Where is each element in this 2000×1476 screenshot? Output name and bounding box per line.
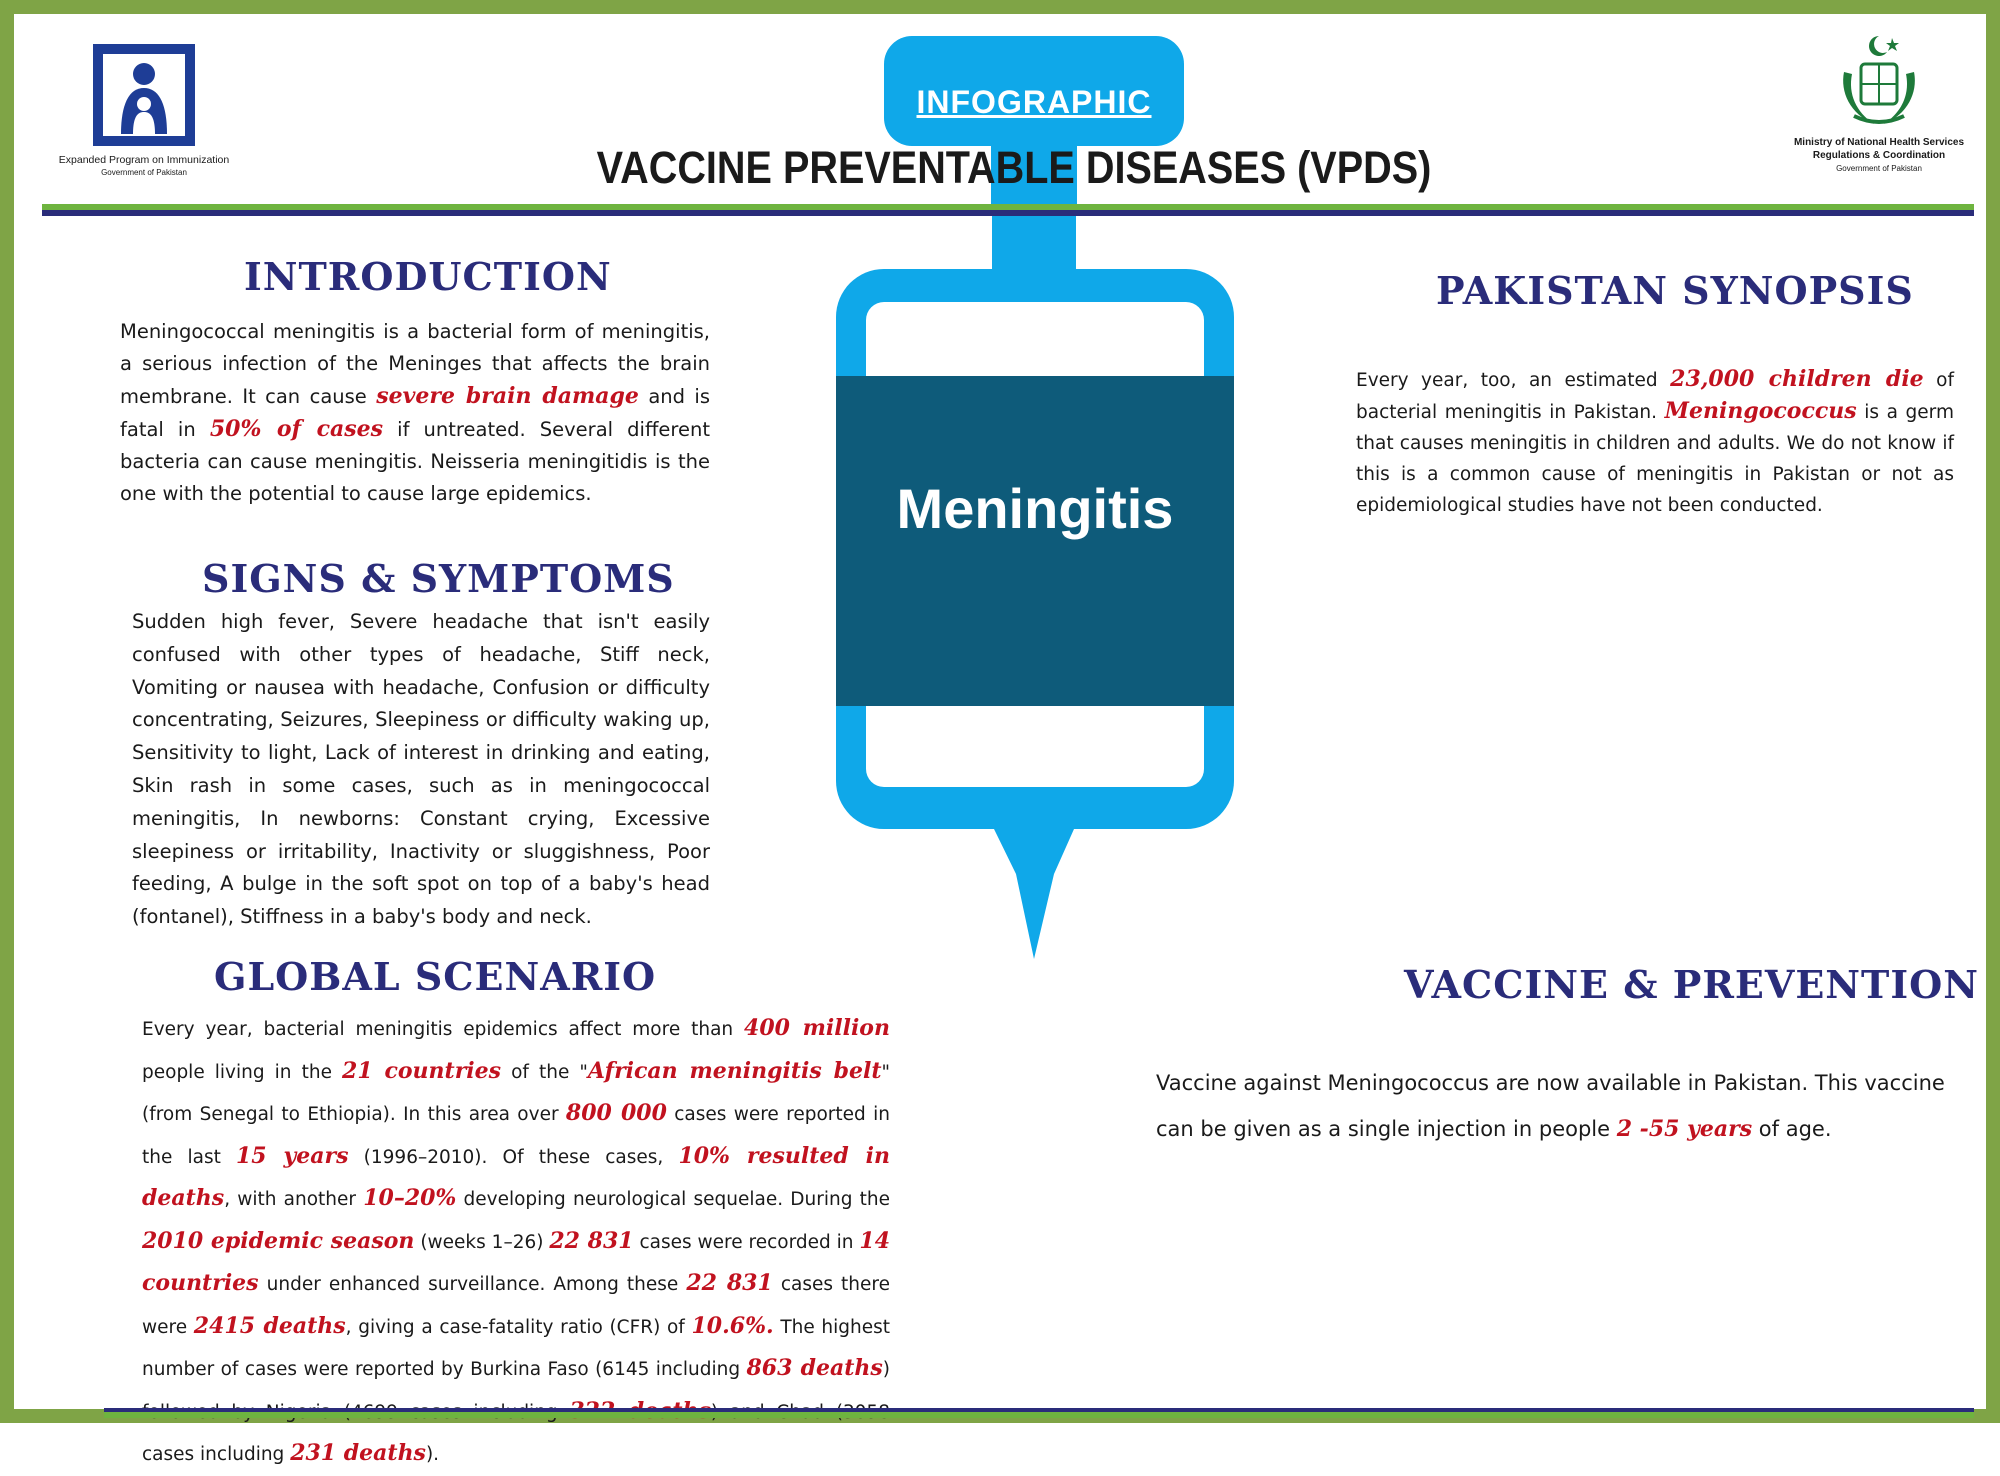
disease-title: Meningitis	[896, 477, 1174, 540]
syringe-label-band	[836, 376, 1234, 706]
global-text: Every year, bacterial meningitis epidemics affect more than 400 million people living in the 21 countries of the "African meningitis belt" (from Senegal to Ethiopia). In this area over 800 000 cases were reported in the last 15 years (1996–2010). Of these cases, 10% resulted in deaths, with another 10–20% developing neurological sequelae. During the 2010 epidemic season (weeks 1–26) 22 831 cases were recorded in 14 countries under enhanced surveillance. Among these 22 831 cases there were 2415 deaths, giving a case-fatality ratio (CFR) of 10.6%. The highest number of cases were reported by Burkina Faso (6145 including 863 deaths) cases including 231 deaths).	[142, 1015, 891, 1466]
epi-subcaption: Government of Pakistan	[101, 168, 187, 177]
highlight-fatality-rate: 50% of cases	[209, 416, 384, 442]
epi-emblem-icon	[93, 44, 195, 146]
pakistan-heading: PAKISTAN SYNOPSIS	[1436, 268, 1914, 313]
infographic-label: INFOGRAPHIC	[916, 84, 1152, 120]
signs-heading: SIGNS & SYMPTOMS	[202, 556, 675, 601]
bottom-divider	[104, 1408, 1974, 1418]
page-title: VACCINE PREVENTABLE DISEASES (VPDS)	[596, 142, 1432, 193]
ministry-caption-line1: Ministry of National Health Services	[1793, 137, 1965, 148]
vaccine-heading: VACCINE & PREVENTION	[1404, 962, 1979, 1007]
top-divider	[42, 204, 1974, 216]
syringe-needle-icon	[994, 829, 1074, 959]
vaccine-text: Vaccine against Meningococcus are now available in Pakistan. This vaccine can be given as a single injection in people 2 -55 years of age.	[1156, 1071, 1945, 1142]
highlight-age-range: 2 -55 years	[1616, 1116, 1753, 1142]
state-emblem-icon	[1834, 32, 1924, 132]
ministry-subcaption: Government of Pakistan	[1836, 164, 1922, 173]
ministry-caption-line2: Regulations & Coordination	[1812, 150, 1946, 161]
highlight-meningococcus: Meningococcus	[1664, 398, 1857, 424]
pakistan-text: Every year, too, an estimated 23,000 children die of bacterial meningitis in Pakistan. Meningococcus is a germ that causes meningitis in children and adults. We do not know if this is a common cause of meningitis in Pakistan or not as epidemiological studies have not been conducted.	[1356, 366, 1954, 516]
introduction-text: Meningococcal meningitis is a bacterial form of meningitis, a serious infection of the Meninges that affects the brain membrane. It can cause severe brain damage and is fatal in 50% of cases if untreated. Several different bacteria can cause meningitis. Neisseria meningitidis is the one with the potential to cause large epidemics.	[120, 320, 711, 505]
highlight-brain-damage: severe brain damage	[376, 383, 639, 409]
highlight-children-die: 23,000 children die	[1670, 366, 1924, 392]
epi-caption: Expanded Program on Immunization	[58, 154, 230, 166]
signs-text: Sudden high fever, Severe headache that isn't easily confused with other types of headache, Stiff neck, Vomiting or nausea with headache, Confusion or difficulty concentrating, Seizures, Sleepiness or difficulty waking up, Sensitivity to light, Lack of interest in drinking and eating, Skin rash in some cases, such as in meningococcal meningitis, In newborns: Constant crying, Excessive sleepiness or irritability, Inactivity or sluggishness, Poor feeding, A bulge in the soft spot on top of a baby's head (fontanel), Stiffness in a baby's body and neck.	[132, 610, 710, 929]
global-heading: GLOBAL SCENARIO	[214, 954, 657, 999]
introduction-heading: INTRODUCTION	[244, 254, 612, 299]
